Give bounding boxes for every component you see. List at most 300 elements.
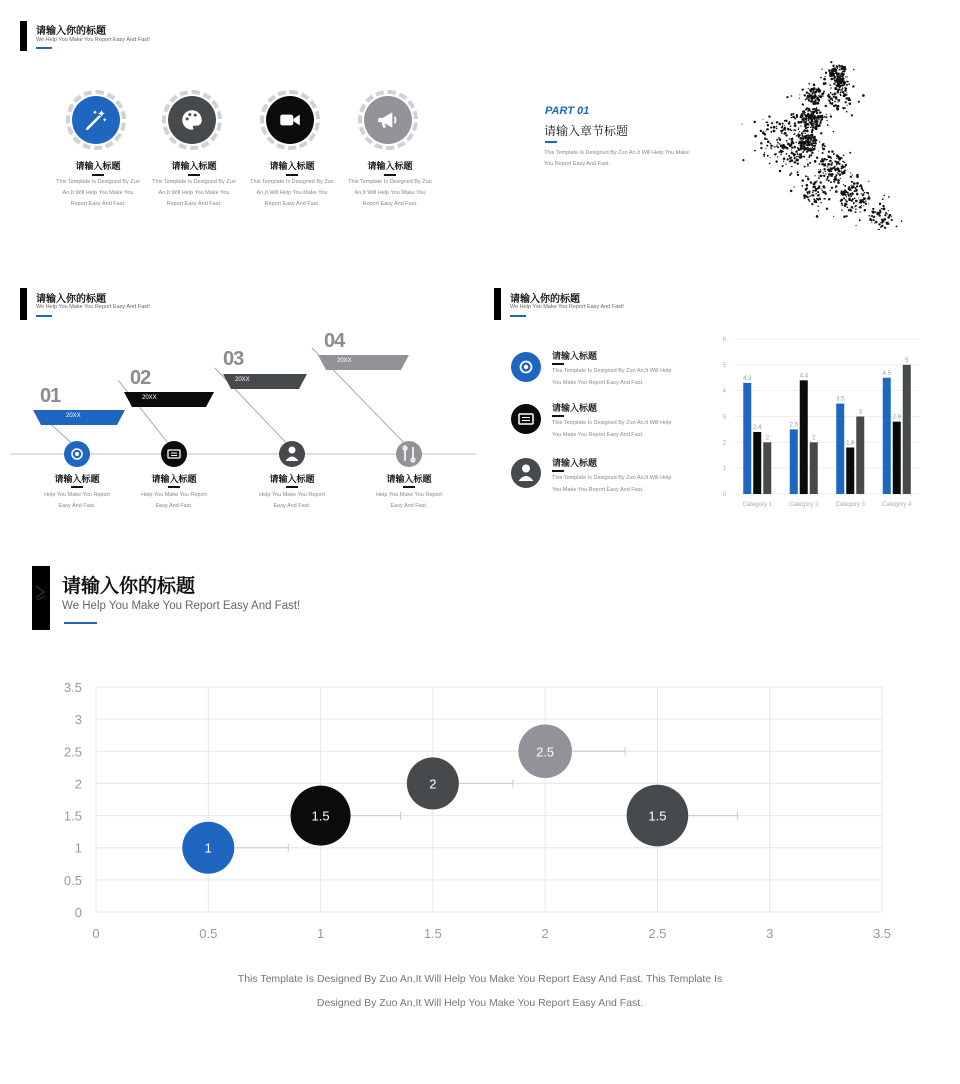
particle	[799, 154, 801, 156]
particle	[832, 79, 833, 80]
particle	[843, 94, 844, 95]
particle	[836, 167, 839, 170]
particle	[798, 132, 799, 133]
bar	[893, 422, 901, 494]
item-title: 请输入标题	[552, 459, 598, 469]
particle	[806, 107, 808, 109]
particle	[791, 146, 793, 148]
particle	[803, 156, 805, 158]
particle	[809, 195, 811, 197]
particle	[867, 192, 869, 194]
feature-desc-line: This Template Is Designed By Zuo	[348, 179, 432, 185]
x-tick-label: 1.5	[423, 926, 442, 941]
particle	[777, 142, 779, 144]
bar-value-label: 3.5	[836, 396, 845, 403]
particle	[798, 135, 800, 137]
particle	[841, 78, 844, 81]
slide-title: 请输入你的标题	[36, 294, 106, 305]
particle	[811, 129, 814, 132]
particle	[855, 190, 857, 192]
particle	[811, 131, 813, 133]
particle	[837, 81, 840, 84]
particle	[871, 210, 873, 212]
title-underline	[510, 315, 526, 317]
particle	[801, 135, 803, 137]
particle	[868, 194, 869, 195]
x-tick-label: 3	[766, 926, 774, 941]
particle	[777, 146, 779, 148]
bar-chart	[710, 332, 930, 517]
x-tick-label: Category 2	[789, 502, 819, 508]
particle	[808, 136, 810, 138]
particle	[817, 121, 818, 122]
particle	[831, 150, 833, 152]
particle	[831, 76, 832, 77]
particle	[838, 170, 841, 173]
particle	[834, 180, 835, 181]
particle	[818, 163, 819, 164]
particle	[807, 163, 809, 165]
particle	[763, 119, 764, 120]
y-tick-label: 1	[74, 840, 82, 856]
particle	[813, 96, 816, 99]
particle	[837, 102, 838, 103]
particle	[842, 76, 843, 77]
particle	[871, 215, 872, 216]
particle	[811, 134, 813, 136]
particle	[807, 144, 810, 147]
particle	[823, 161, 824, 162]
particle	[834, 160, 835, 161]
particle	[760, 147, 762, 149]
particle	[854, 190, 856, 192]
particle	[813, 108, 814, 109]
feature-card-4	[330, 86, 450, 216]
particle	[772, 145, 773, 146]
particle	[888, 210, 889, 211]
particle	[829, 75, 830, 76]
particle	[754, 135, 757, 138]
particle	[816, 143, 817, 144]
particle	[805, 99, 806, 100]
particle	[834, 88, 836, 90]
particle	[791, 149, 792, 150]
particle	[818, 116, 819, 117]
particle	[815, 140, 816, 141]
particle	[845, 97, 848, 100]
particle	[808, 113, 810, 115]
particle	[822, 152, 824, 154]
particle	[838, 161, 839, 162]
particle	[827, 163, 830, 166]
particle	[855, 208, 857, 210]
particle	[846, 196, 847, 197]
particle	[842, 87, 844, 89]
y-tick-label: 0.5	[63, 872, 82, 888]
particle	[776, 127, 778, 129]
particle	[822, 95, 823, 96]
particle	[741, 124, 742, 125]
particle	[794, 186, 795, 187]
particle	[822, 120, 823, 121]
particle	[844, 95, 846, 97]
particle	[818, 175, 819, 176]
particle	[779, 143, 780, 144]
y-tick-label: 3.5	[63, 680, 82, 695]
user-icon	[511, 458, 541, 488]
particle	[792, 137, 793, 138]
particle	[770, 157, 771, 158]
slide-subtitle: We Help You Make You Report Easy And Fast!	[36, 37, 150, 43]
particle	[817, 112, 818, 113]
bar-value-label: 2.5	[789, 422, 798, 429]
particle	[812, 192, 814, 194]
particle	[838, 173, 839, 174]
step-tag-text: 20XX	[142, 395, 157, 401]
particle	[820, 169, 821, 170]
particle	[822, 116, 824, 118]
particle	[790, 161, 791, 162]
particle	[804, 137, 806, 139]
particle	[791, 166, 792, 167]
particle	[787, 128, 789, 130]
particle	[837, 89, 838, 90]
particle	[793, 129, 795, 131]
particle	[794, 133, 796, 135]
particle	[841, 209, 842, 210]
particle	[766, 121, 768, 123]
x-tick-label: Category 1	[742, 502, 772, 508]
particle	[853, 187, 854, 188]
particle	[818, 87, 820, 89]
particle	[825, 173, 826, 174]
particle	[820, 95, 822, 97]
particle	[816, 156, 818, 158]
particle	[791, 130, 793, 132]
particle	[823, 175, 825, 177]
particle	[803, 104, 805, 106]
particle	[781, 133, 782, 134]
particle	[825, 76, 826, 77]
particle	[803, 113, 804, 114]
x-tick-label: 3.5	[872, 926, 892, 941]
particle	[859, 202, 861, 204]
particle	[829, 175, 830, 176]
particle	[804, 124, 806, 126]
particle	[854, 187, 855, 188]
particle	[833, 96, 835, 98]
particle	[770, 145, 772, 147]
particle	[828, 94, 830, 96]
particle	[826, 207, 828, 209]
particle	[828, 95, 831, 98]
particle	[808, 83, 810, 85]
particle	[805, 127, 807, 129]
particle	[803, 195, 805, 197]
particle	[822, 148, 825, 151]
particle	[840, 163, 841, 164]
particle	[834, 166, 836, 168]
particle	[849, 99, 851, 101]
particle	[830, 115, 832, 117]
particle	[863, 201, 865, 203]
particle	[850, 176, 852, 178]
bubble-label: 1.5	[648, 808, 667, 824]
particle	[807, 147, 809, 149]
particle	[839, 84, 840, 85]
particle	[823, 90, 825, 92]
bar	[790, 429, 798, 494]
feature-desc-line: This Template Is Designed By Zuo	[152, 179, 236, 185]
particle	[814, 146, 815, 147]
basketball-player-image	[730, 58, 920, 230]
particle	[844, 71, 846, 73]
bar	[846, 448, 854, 495]
particle	[848, 83, 849, 84]
step-title: 请输入标题	[151, 475, 197, 485]
particle	[842, 161, 844, 163]
particle	[852, 174, 853, 175]
particle	[819, 141, 820, 142]
particle	[834, 178, 835, 179]
particle	[840, 95, 842, 97]
particle	[843, 107, 845, 109]
particle	[818, 95, 819, 96]
particle	[854, 211, 855, 212]
y-tick-label: 0	[74, 905, 82, 920]
particle	[802, 151, 804, 153]
magic-wand-icon	[72, 96, 120, 144]
x-tick-label: 1	[316, 926, 325, 941]
slide-subtitle: We Help You Make You Report Easy And Fast!	[36, 304, 150, 310]
particle	[839, 88, 840, 89]
particle	[841, 204, 843, 206]
video-camera-icon	[266, 96, 314, 144]
step-tag-2	[124, 392, 214, 407]
bubble-chart	[50, 672, 910, 952]
particle	[814, 189, 817, 192]
particle	[879, 214, 881, 216]
step-desc: Help You Make You Report Easy And Fast.	[141, 492, 207, 509]
bar-value-label: 2.8	[892, 414, 901, 421]
particle	[843, 154, 845, 156]
particle	[742, 159, 744, 161]
particle	[775, 153, 776, 154]
particle	[800, 115, 803, 118]
particle	[867, 198, 869, 200]
y-tick-label: 2	[74, 776, 82, 792]
particle	[799, 94, 800, 95]
particle	[855, 200, 858, 203]
particle	[858, 198, 859, 199]
particle	[836, 108, 839, 111]
particle	[798, 121, 799, 122]
particle	[854, 198, 856, 200]
particle	[846, 84, 848, 86]
particle	[794, 118, 796, 120]
particle	[856, 185, 858, 187]
feature-desc-line: Report Easy And Fast.	[264, 201, 320, 207]
particle	[875, 221, 878, 224]
particle	[805, 133, 806, 134]
particle	[808, 109, 811, 112]
particle	[878, 229, 880, 230]
particle	[838, 99, 840, 101]
particle	[824, 116, 826, 118]
particle	[881, 222, 883, 224]
palette-icon	[168, 96, 216, 144]
bubble-label: 2	[429, 776, 437, 792]
particle	[861, 205, 862, 206]
particle	[854, 206, 855, 207]
particle	[787, 142, 788, 143]
chapter-underline	[545, 141, 557, 143]
title-underline	[36, 315, 52, 317]
particle	[807, 176, 808, 177]
particle	[828, 100, 830, 102]
particle	[824, 145, 826, 147]
particle	[766, 138, 768, 140]
particle	[887, 213, 888, 214]
particle	[880, 226, 882, 228]
particle	[813, 123, 815, 125]
particle	[813, 116, 815, 118]
particle	[816, 198, 818, 200]
particle	[836, 75, 839, 78]
bar	[800, 380, 808, 494]
particle	[813, 148, 816, 151]
particle	[811, 152, 813, 154]
particle	[804, 94, 806, 96]
particle	[852, 198, 854, 200]
particle	[850, 195, 852, 197]
particle	[783, 128, 785, 130]
particle	[846, 215, 848, 217]
particle	[801, 185, 803, 187]
particle	[766, 128, 768, 130]
particle	[831, 162, 833, 164]
particle	[817, 191, 819, 193]
particle	[789, 138, 791, 140]
step-number: 04	[324, 330, 345, 352]
particle	[807, 165, 808, 166]
particle	[832, 102, 834, 104]
particle	[833, 153, 835, 155]
particle	[808, 149, 810, 151]
particle	[844, 73, 845, 74]
particle	[868, 203, 869, 204]
particle	[842, 84, 844, 86]
particle	[820, 112, 822, 114]
particle	[835, 174, 837, 176]
particle	[851, 181, 853, 183]
step-title: 请输入标题	[54, 475, 100, 485]
particle	[833, 181, 835, 183]
particle	[871, 222, 872, 223]
particle	[880, 222, 881, 223]
particle	[839, 67, 840, 68]
particle	[799, 98, 800, 99]
particle	[806, 92, 808, 94]
particle	[813, 101, 815, 103]
particle	[790, 125, 792, 127]
particle	[881, 208, 883, 210]
particle	[804, 147, 807, 150]
particle	[850, 172, 851, 173]
particle	[813, 198, 815, 200]
particle	[837, 179, 840, 182]
particle	[810, 126, 812, 128]
particle	[843, 184, 844, 185]
bar	[883, 378, 891, 494]
slide-title: 请输入你的标题	[36, 26, 106, 37]
particle	[836, 158, 837, 159]
particle	[836, 67, 838, 69]
particle	[809, 121, 811, 123]
particle	[835, 80, 836, 81]
particle	[879, 209, 881, 211]
particle	[814, 175, 815, 176]
particle	[784, 125, 785, 126]
particle	[775, 160, 777, 162]
bar	[810, 442, 818, 494]
particle	[764, 156, 765, 157]
particle	[828, 198, 830, 200]
particle	[802, 89, 804, 91]
particle	[851, 192, 854, 195]
particle	[822, 146, 824, 148]
particle	[812, 140, 813, 141]
particle	[829, 156, 831, 158]
particle	[806, 130, 809, 133]
bar	[743, 383, 751, 494]
item-title: 请输入标题	[552, 352, 598, 362]
particle	[834, 168, 836, 170]
particle	[829, 71, 831, 73]
bar-value-label: 2.4	[753, 425, 762, 431]
particle	[830, 168, 832, 170]
particle	[835, 190, 838, 193]
particle	[863, 205, 864, 206]
particle	[844, 162, 846, 164]
particle	[845, 164, 847, 166]
particle	[873, 219, 875, 221]
particle	[793, 113, 795, 115]
particle	[849, 152, 851, 154]
particle	[803, 130, 805, 132]
particle	[767, 124, 769, 126]
particle	[834, 177, 835, 178]
particle	[795, 141, 797, 143]
particle	[825, 72, 827, 74]
particle	[769, 163, 771, 165]
particle	[842, 81, 843, 82]
particle	[793, 134, 794, 135]
particle	[810, 181, 813, 184]
particle	[797, 174, 799, 176]
particle	[851, 114, 853, 116]
bar	[836, 404, 844, 494]
bubble-label: 1	[204, 840, 212, 856]
particle	[828, 170, 831, 173]
particle	[791, 159, 794, 162]
particle	[839, 173, 841, 175]
particle	[796, 116, 798, 118]
particle	[847, 81, 849, 83]
bubble-label: 2.5	[536, 744, 555, 760]
particle	[887, 216, 890, 219]
particle	[865, 201, 866, 202]
